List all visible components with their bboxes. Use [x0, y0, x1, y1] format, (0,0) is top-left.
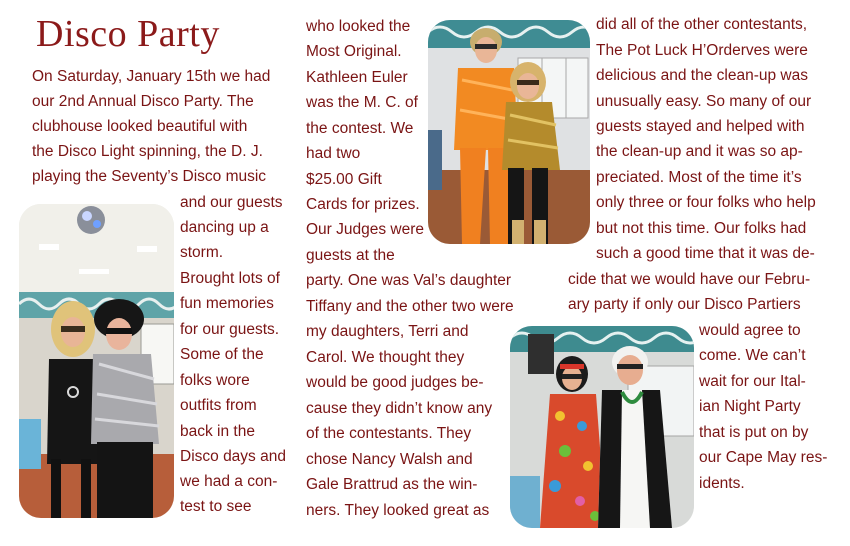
- article-text-line: had two: [306, 145, 361, 162]
- article-text-line: Brought lots of: [180, 270, 280, 287]
- article-text-line: fun memories: [180, 295, 274, 312]
- photo-disco-hippies: [510, 326, 694, 528]
- article-text-line: preciated. Most of the time it’s: [596, 169, 802, 186]
- article-text-line: party. One was Val’s daughter: [306, 272, 512, 289]
- article-text-line: for our guests.: [180, 321, 280, 338]
- article-text-line: The Pot Luck H’Orderves were: [596, 42, 808, 59]
- article-text-line: On Saturday, January 15th we had: [32, 68, 271, 85]
- article-text-line: wait for our Ital-: [699, 373, 806, 390]
- article-text-line: the Disco Light spinning, the D. J.: [32, 143, 263, 160]
- article-text-line: of the contestants. They: [306, 425, 472, 442]
- article-text-line: idents.: [699, 475, 745, 492]
- article-text-line: Carol. We thought they: [306, 349, 465, 366]
- article-text-line: did all of the other contestants,: [596, 16, 808, 33]
- article-text-line: the clean-up and it was so ap-: [596, 143, 803, 160]
- article-text-line: and our guests: [180, 194, 283, 211]
- page-title: Disco Party: [36, 13, 220, 55]
- article-text-line: come. We can’t: [699, 347, 806, 364]
- article-text-line: our Cape May res-: [699, 449, 828, 466]
- article-text-line: Kathleen Euler: [306, 69, 408, 86]
- article-text-line: was the M. C. of: [306, 94, 418, 111]
- article-text-line: only three or four folks who help: [596, 194, 816, 211]
- article-text-line: delicious and the clean-up was: [596, 67, 808, 84]
- article-text-line: back in the: [180, 423, 255, 440]
- article-text-line: Most Original.: [306, 43, 402, 60]
- article-text-line: ary party if only our Disco Partiers: [568, 296, 801, 313]
- article-text-line: clubhouse looked beautiful with: [32, 118, 248, 135]
- article-text-line: Tiffany and the other two were: [306, 298, 514, 315]
- article-text-line: guests at the: [306, 247, 395, 264]
- article-text-line: chose Nancy Walsh and: [306, 451, 473, 468]
- article-text-line: would agree to: [699, 322, 801, 339]
- article-text-line: storm.: [180, 244, 224, 261]
- article-text-line: Disco days and: [180, 448, 286, 465]
- article-text-line: we had a con-: [180, 473, 278, 490]
- article-text-line: outfits from: [180, 397, 257, 414]
- article-text-line: cide that we would have our Febru-: [568, 271, 811, 288]
- article-text-line: my daughters, Terri and: [306, 323, 469, 340]
- article-text-line: ners. They looked great as: [306, 502, 490, 519]
- article-text-line: but not this time. Our folks had: [596, 220, 807, 237]
- article-text-line: unusually easy. So many of our: [596, 93, 812, 110]
- photo-disco-winners: [428, 20, 590, 244]
- article-text-line: test to see: [180, 498, 252, 515]
- article-text-line: playing the Seventy’s Disco music: [32, 168, 267, 185]
- article-text-line: such a good time that it was de-: [596, 245, 815, 262]
- article-text-line: that is put on by: [699, 424, 809, 441]
- article-text-line: Gale Brattrud as the win-: [306, 476, 478, 493]
- article-text-line: folks wore: [180, 372, 250, 389]
- article-text-line: would be good judges be-: [306, 374, 484, 391]
- article-text-line: Cards for prizes.: [306, 196, 420, 213]
- article-text-line: our 2nd Annual Disco Party. The: [32, 93, 254, 110]
- article-text-line: Some of the: [180, 346, 264, 363]
- article-text-line: guests stayed and helped with: [596, 118, 805, 135]
- article-text-line: ian Night Party: [699, 398, 801, 415]
- photo-disco-couple: [19, 204, 174, 518]
- article-text-line: $25.00 Gift: [306, 171, 382, 188]
- article-text-line: who looked the: [306, 18, 411, 35]
- article-text-line: cause they didn’t know any: [306, 400, 493, 417]
- article-text-line: dancing up a: [180, 219, 269, 236]
- article-text-line: Our Judges were: [306, 221, 425, 238]
- article-text-line: the contest. We: [306, 120, 414, 137]
